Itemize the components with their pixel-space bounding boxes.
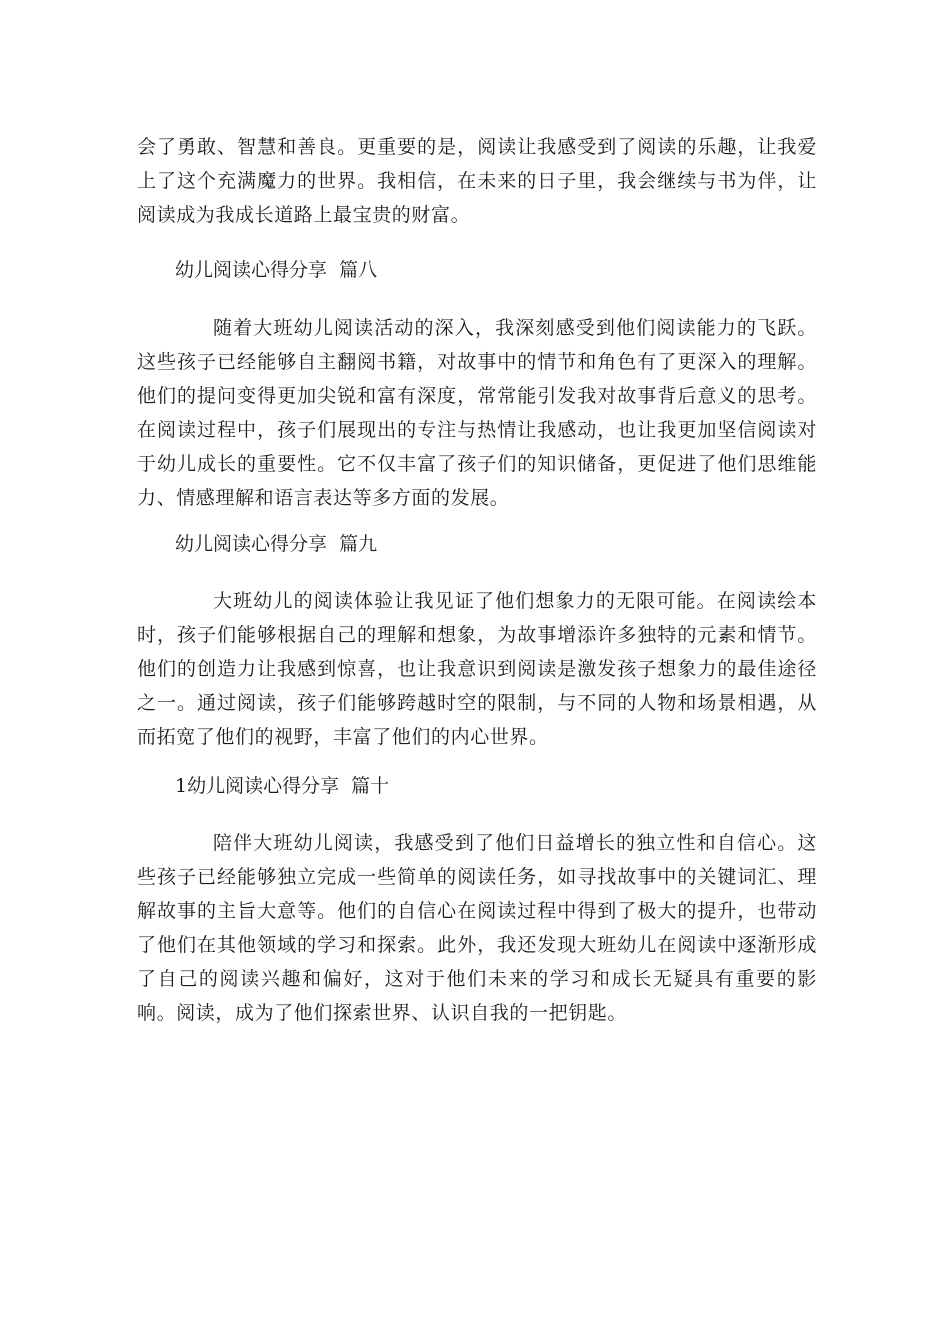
- section-heading-8: 幼儿阅读心得分享 篇八: [175, 259, 378, 281]
- section-heading-9: 幼儿阅读心得分享 篇九: [175, 533, 378, 555]
- section-body-9: 大班幼儿的阅读体验让我见证了他们想象力的无限可能。在阅读绘本时，孩子们能够根据自己的理解和想象，为故事增添许多独特的元素和情节。他们的创造力让我感到惊喜，也让我意识到阅读是激发孩子想象力的最佳途径之一。通过阅读，孩子们能够跨越时空的限制，与不同的人物和场景相遇，从而拓宽了他们的视野，丰富了他们的内心世界。: [137, 590, 817, 748]
- section-heading-10: 1幼儿阅读心得分享 篇十: [175, 775, 390, 797]
- intro-paragraph: 会了勇敢、智慧和善良。更重要的是，阅读让我感受到了阅读的乐趣，让我爱上了这个充满魔力的世界。我相信，在未来的日子里，我会继续与书为伴，让阅读成为我成长道路上最宝贵的财富。: [137, 136, 817, 226]
- section-body-10: 陪伴大班幼儿阅读，我感受到了他们日益增长的独立性和自信心。这些孩子已经能够独立完成一些简单的阅读任务，如寻找故事中的关键词汇、理解故事的主旨大意等。他们的自信心在阅读过程中得到了极大的提升，也带动了他们在其他领域的学习和探索。此外，我还发现大班幼儿在阅读中逐渐形成了自己的阅读兴趣和偏好，这对于他们未来的学习和成长无疑具有重要的影响。阅读，成为了他们探索世界、认识自我的一把钥匙。: [137, 832, 817, 1024]
- section-body-8: 随着大班幼儿阅读活动的深入，我深刻感受到他们阅读能力的飞跃。这些孩子已经能够自主翻阅书籍，对故事中的情节和角色有了更深入的理解。他们的提问变得更加尖锐和富有深度，常常能引发我对故事背后意义的思考。在阅读过程中，孩子们展现出的专注与热情让我感动，也让我更加坚信阅读对于幼儿成长的重要性。它不仅丰富了孩子们的知识储备，更促进了他们思维能力、情感理解和语言表达等多方面的发展。: [137, 317, 817, 509]
